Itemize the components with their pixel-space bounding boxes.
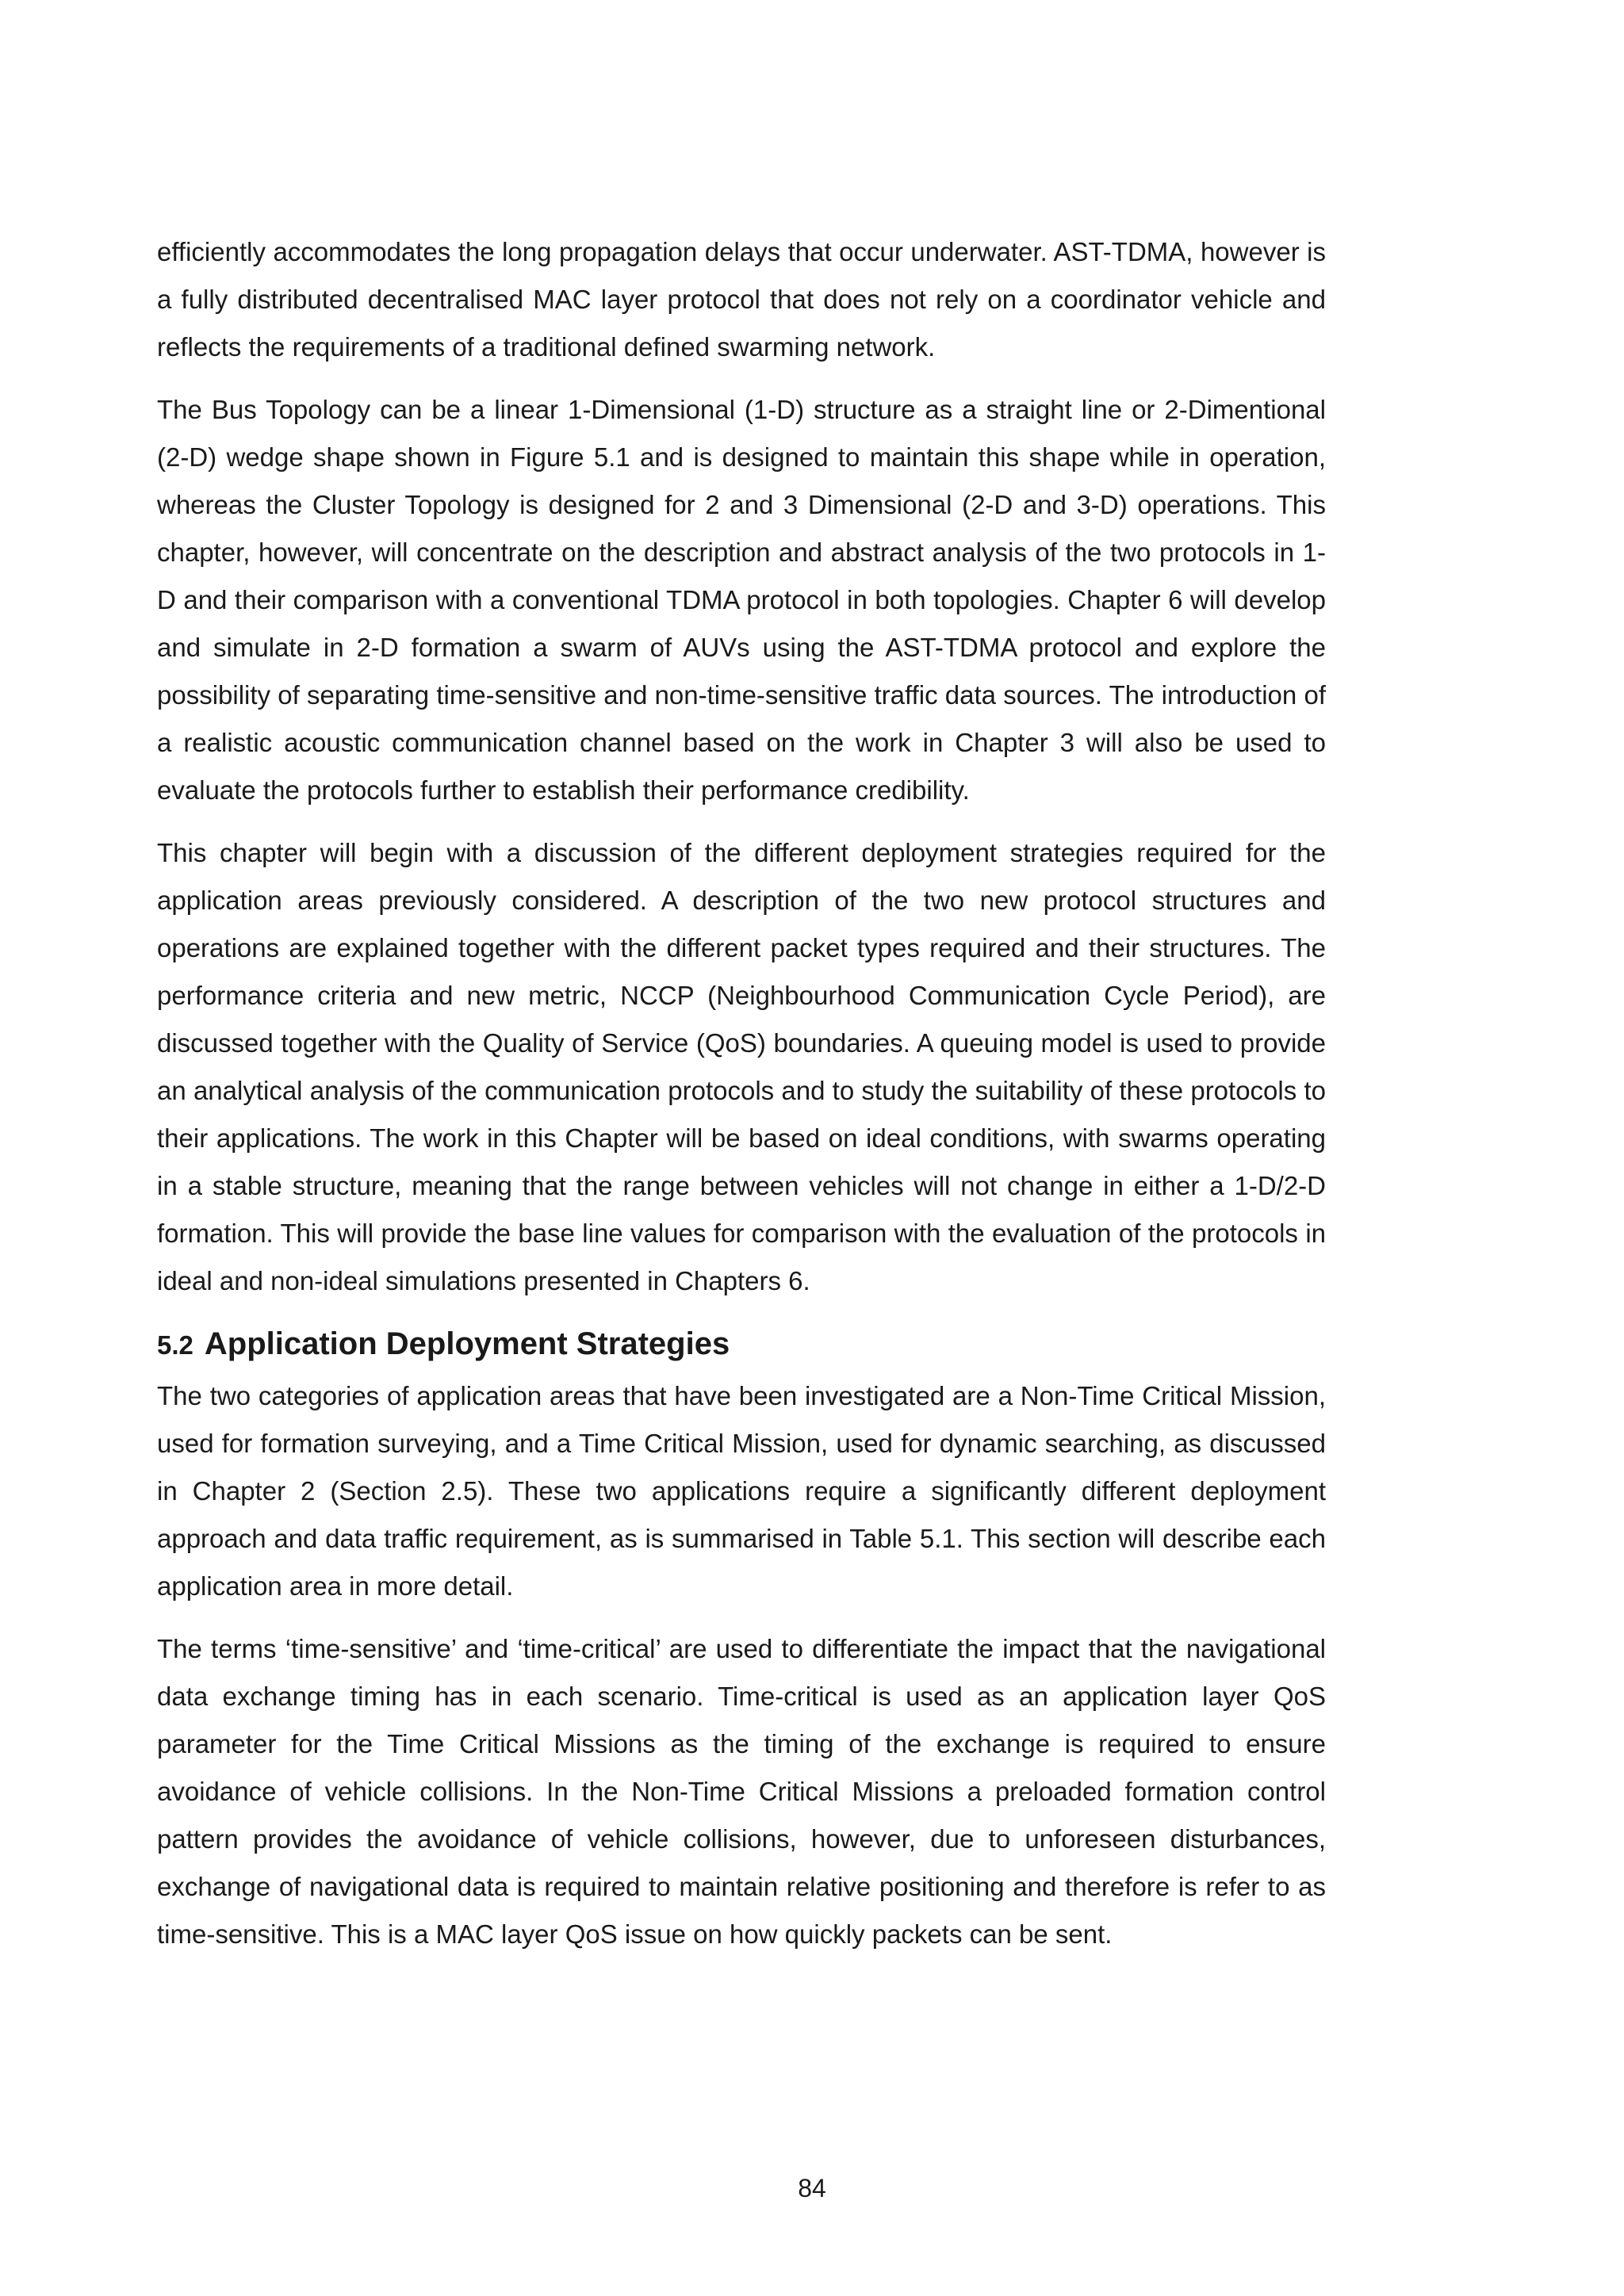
section-heading <box>157 1320 1326 1369</box>
paragraph-bus-topology: The Bus Topology can be a linear 1-Dimensional (1-D) structure as a straight line or 2-Dimentional (2-D) wedge shape shown in Figure 5.1 and is designed to maintain this shape while in operation, whereas the Cluster Topology is designed for 2 and 3 Dimensional (2-D and 3-D) operations. This chapter, however, will concentrate on the description and abstract analysis of the two protocols in 1-D and their comparison with a conventional TDMA protocol in both topologies. Chapter 6 will develop and simulate in 2-D formation a swarm of AUVs using the AST-TDMA protocol and explore the possibility of separating time-sensitive and non-time-sensitive traffic data sources. The introduction of a realistic acoustic communication channel based on the work in Chapter 3 will also be used to evaluate the protocols further to establish their performance credibility. <box>157 395 1326 805</box>
paragraph-time-sensitive-terms: The terms ‘time-sensitive’ and ‘time-critical’ are used to differentiate the impact that the navigational data exchange timing has in each scenario. Time-critical is used as an application layer QoS parameter for the Time Critical Missions as the timing of the exchange is required to ensure avoidance of vehicle collisions. In the Non-Time Critical Missions a preloaded formation control pattern provides the avoidance of vehicle collisions, however, due to unforeseen disturbances, exchange of navigational data is required to maintain relative positioning and therefore is refer to as time-sensitive. This is a MAC layer QoS issue on how quickly packets can be sent. <box>157 1634 1326 1949</box>
section-title: Application Deployment Strategies <box>204 1326 730 1361</box>
page-number: 84 <box>798 2174 826 2202</box>
page-body <box>157 228 1326 1973</box>
section-number: 5.2 <box>157 1330 193 1360</box>
paragraph-chapter-outline: This chapter will begin with a discussion of the different deployment strategies required for the application areas previously considered. A description of the two new protocol structures and operations are explained together with the different packet types required and their structures. The performance criteria and new metric, NCCP (Neighbourhood Communication Cycle Period), are discussed together with the Quality of Service (QoS) boundaries. A queuing model is used to provide an analytical analysis of the communication protocols and to study the suitability of these protocols to their applications. The work in this Chapter will be based on ideal conditions, with swarms operating in a stable structure, meaning that the range between vehicles will not change in either a 1-D/2-D formation. This will provide the base line values for comparison with the evaluation of the protocols in ideal and non-ideal simulations presented in Chapters 6. <box>157 838 1326 1295</box>
paragraph-propagation-delays: efficiently accommodates the long propagation delays that occur underwater. AST-TDMA, however is a fully distributed decentralised MAC layer protocol that does not rely on a coordinator vehicle and reflects the requirements of a traditional defined swarming network. <box>157 237 1326 362</box>
paragraph-application-categories: The two categories of application areas that have been investigated are a Non-Time Critical Mission, used for formation surveying, and a Time Critical Mission, used for dynamic searching, as discussed in Chapter 2 (Section 2.5). These two applications require a significantly different deployment approach and data traffic requirement, as is summarised in Table 5.1. This section will describe each application area in more detail. <box>157 1381 1326 1601</box>
